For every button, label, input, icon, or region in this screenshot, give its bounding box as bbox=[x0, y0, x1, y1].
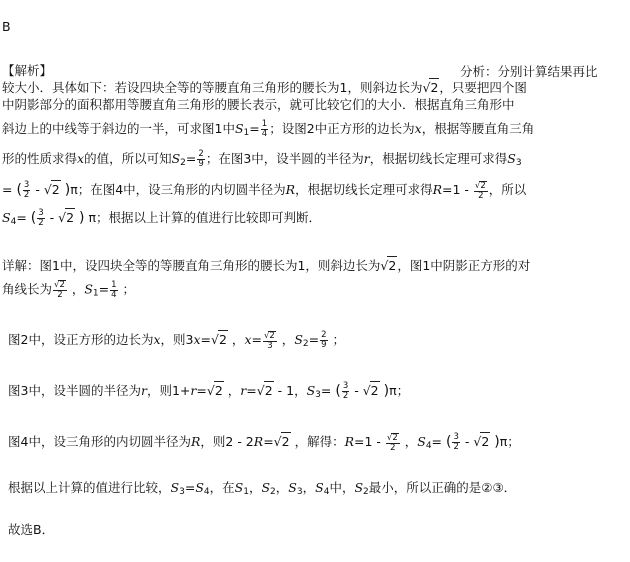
detail-comparison: 根据以上计算的值进行比较，$S_3=S_4$，在$S_1$，$S_2$，$S_3$，$S_4$中，$S_2$最小，所以正确的是②③． bbox=[8, 480, 517, 497]
detail-figure-4: 图4中，设三角形的内切圆半径为R，则2 - 2R=√2 ，解得：R=1 - $\frac{√2}{2}$ ，$S_4=$ ( $\frac{3}{2}$ - √2 )π； bbox=[8, 432, 520, 453]
analysis-line-6: = ( $\frac{3}{2}$ - √2 )π；在图4中，设三角形的内切圆半径为R，根据切线长定理可求得R=1 - $\frac{√2}{2}$ ，所以 bbox=[2, 180, 527, 201]
detail-figure-2: 图2中，设正方形的边长为x，则3x=√2 ，x= $\frac{√2}{3}$ ，$S_2=$ $\frac{2}{9}$ ； bbox=[8, 330, 346, 351]
detail-figure-3: 图3中，设半圆的半径为r，则1+r=√2 ，r=√2 - 1，$S_3=$ ( $\frac{3}{2}$ - √2 )π； bbox=[8, 381, 410, 401]
analysis-tag: 【解析】 bbox=[2, 63, 53, 78]
detail-line-2: 角线长为 $\frac{√2}{2}$ ，$S_1=$ $\frac{1}{4}$ ； bbox=[2, 279, 136, 300]
answer-letter: B bbox=[2, 19, 11, 34]
detail-line-1: 详解：图1中，设四块全等的等腰直角三角形的腰长为1，则斜边长为√2，图1中阴影正方形的对 bbox=[2, 258, 531, 273]
analysis-intro: 分析：分别计算结果再比 bbox=[460, 64, 598, 79]
analysis-line-2: 较大小．具体如下：若设四块全等的等腰直角三角形的腰长为1，则斜边长为√2，只要把四个图 bbox=[2, 80, 527, 95]
analysis-line-7: $S_4=$ ( $\frac{3}{2}$ - √2 ) π；根据以上计算的值进行比较即可判断． bbox=[2, 208, 322, 228]
analysis-line-4: 斜边上的中线等于斜边的一半，可求图1中$S_1=$ $\frac{1}{4}$ ；设图2中正方形的边长为x，根据等腰直角三角 bbox=[2, 119, 535, 139]
analysis-line-5: 形的性质求得x的值，所以可知$S_2=$ $\frac{2}{9}$ ；在图3中，设半圆的半径为r，根据切线长定理可求得$S_3$ bbox=[2, 149, 522, 169]
conclusion: 故选B． bbox=[8, 522, 55, 537]
analysis-line-3: 中阴影部分的面积都用等腰直角三角形的腰长表示，就可比较它们的大小．根据直角三角形中 bbox=[2, 97, 515, 112]
